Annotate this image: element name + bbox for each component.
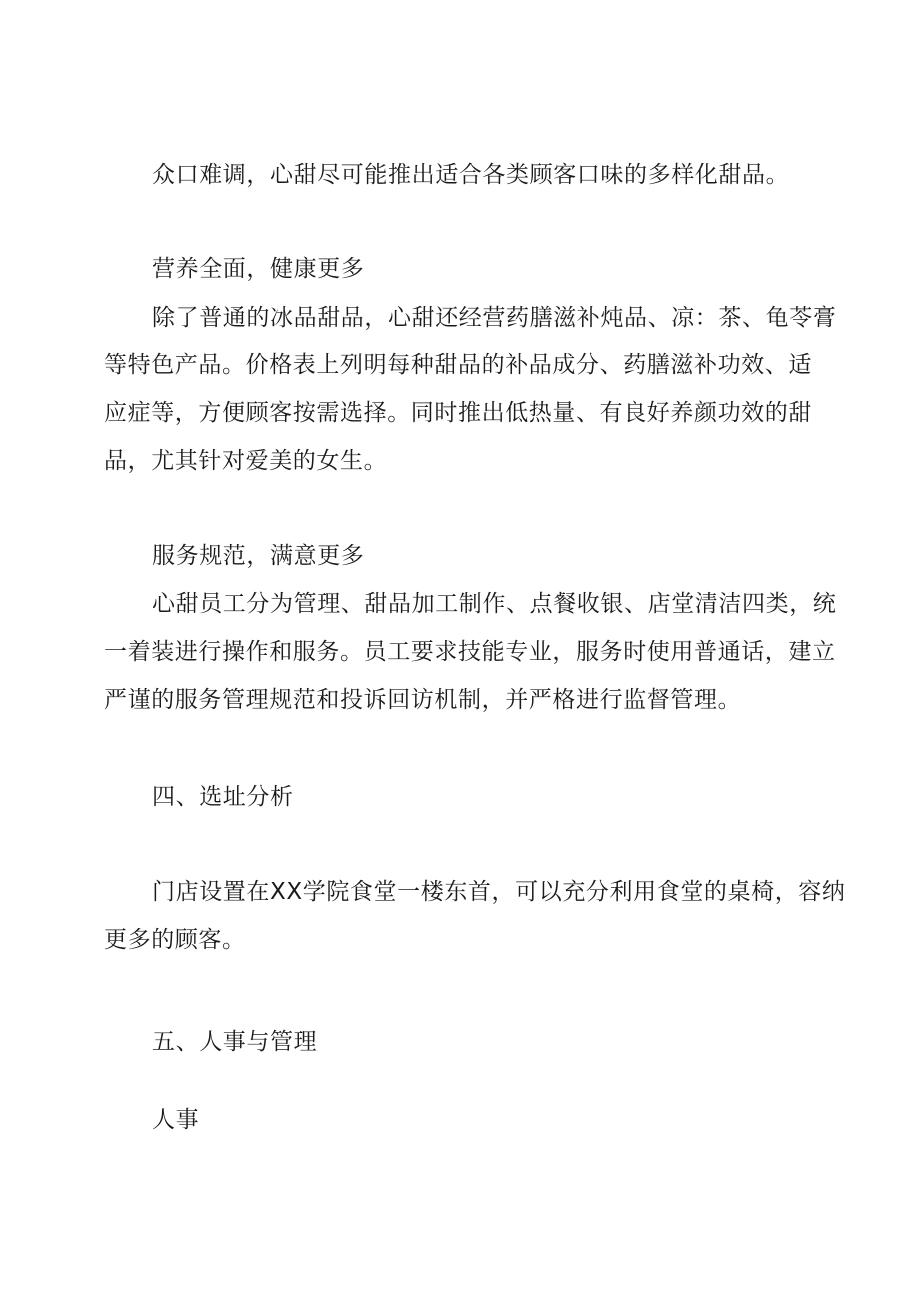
section-title-location: 四、选址分析	[152, 784, 294, 810]
paragraph-nutrition-line-2: 等特色产品。价格表上列明每种甜品的补品成分、药膳滋补功效、适	[104, 352, 812, 378]
paragraph-service-line-2: 一着装进行操作和服务。员工要求技能专业，服务时使用普通话，建立	[104, 639, 836, 665]
paragraph-variety: 众口难调，心甜尽可能推出适合各类顾客口味的多样化甜品。	[152, 162, 790, 188]
paragraph-service-line-1: 心甜员工分为管理、甜品加工制作、点餐收银、店堂清洁四类，统	[152, 591, 837, 617]
heading-service: 服务规范，满意更多	[152, 543, 365, 569]
subheading-personnel: 人事	[152, 1107, 200, 1133]
section-title-personnel-management: 五、人事与管理	[152, 1029, 318, 1055]
paragraph-nutrition-line-4: 品，尤其针对爱美的女生。	[104, 448, 388, 474]
paragraph-nutrition-line-3: 应症等，方便顾客按需选择。同时推出低热量、有良好养颜功效的甜	[104, 400, 812, 426]
paragraph-location-line-1: 门店设置在XX学院食堂一楼东首，可以充分利用食堂的桌椅，容纳	[152, 879, 846, 905]
paragraph-location-line-2: 更多的顾客。	[104, 927, 246, 953]
heading-nutrition: 营养全面，健康更多	[152, 256, 365, 282]
paragraph-service-line-3: 严谨的服务管理规范和投诉回访机制，并严格进行监督管理。	[104, 687, 742, 713]
paragraph-nutrition-line-1: 除了普通的冰品甜品，心甜还经营药膳滋补炖品、凉：茶、龟苓膏	[152, 305, 837, 331]
